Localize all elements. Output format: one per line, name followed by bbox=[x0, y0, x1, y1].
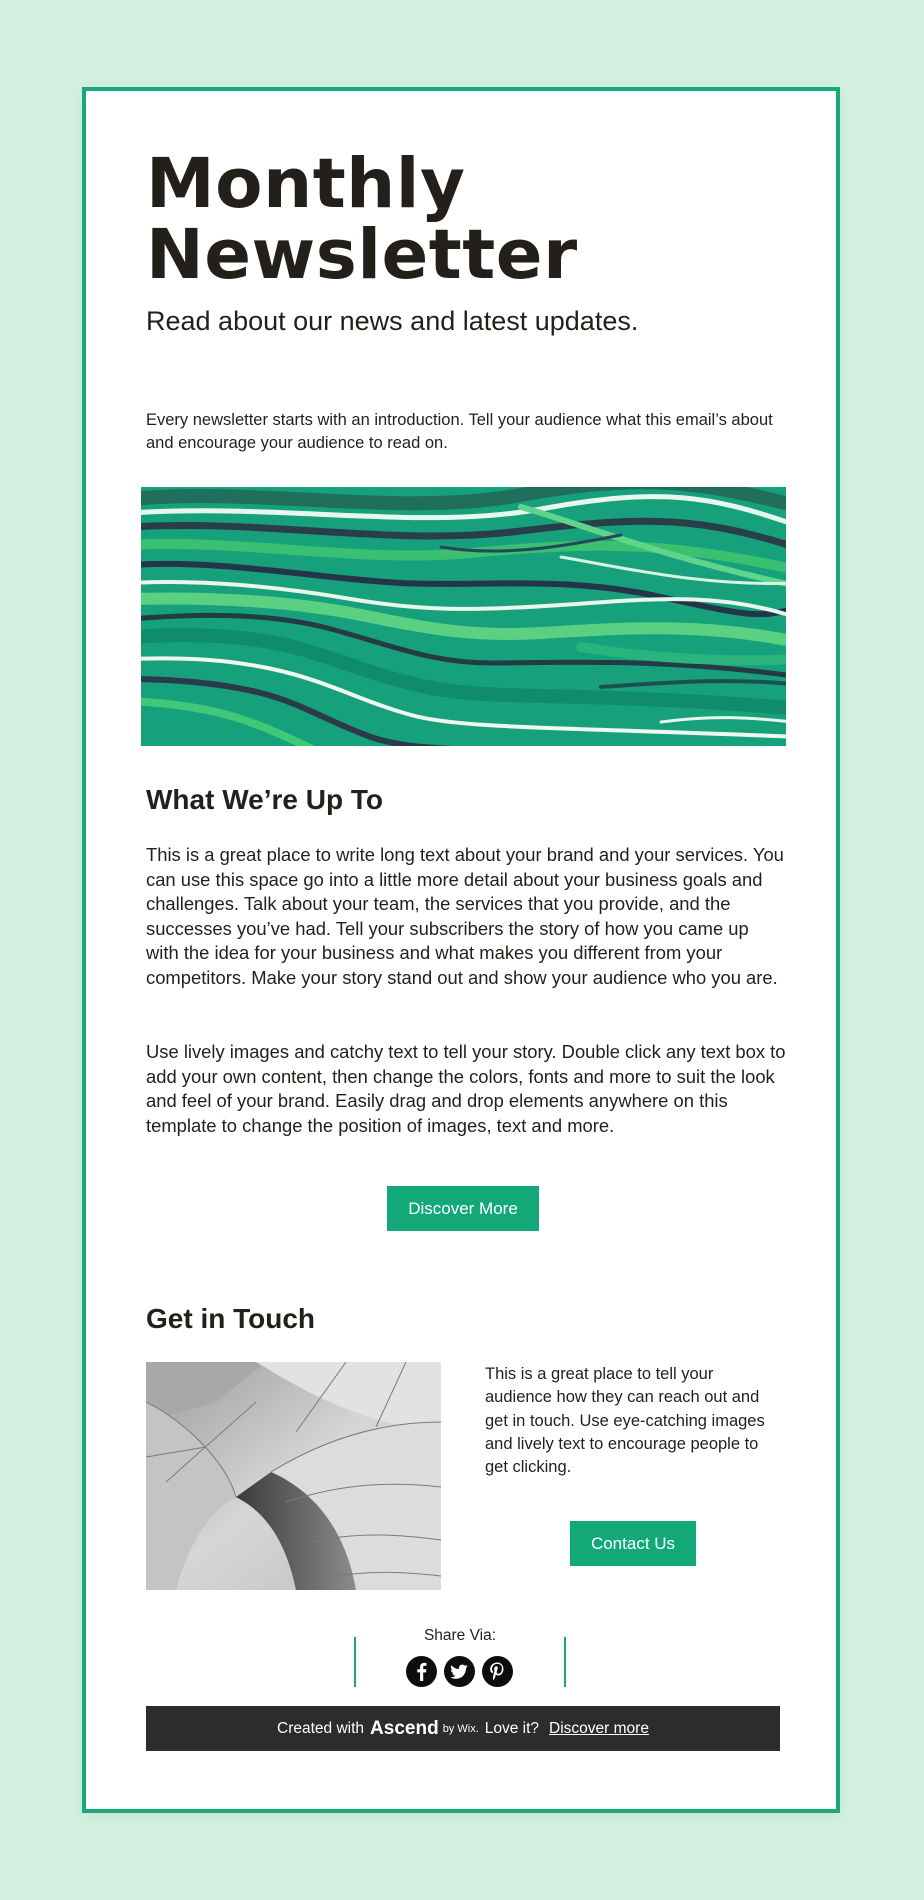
newsletter-intro: Every newsletter starts with an introduction. Tell your audience what this email’s about and encourage your audience to read on. bbox=[146, 411, 773, 452]
hero-marble-image bbox=[141, 487, 786, 746]
footer-bar bbox=[146, 1706, 780, 1751]
footer-love-it: Love it? bbox=[484, 1719, 540, 1737]
get-in-touch-text: This is a great place to tell your audience how they can reach out and get in touch. Use eye-catching images and lively text to encourage people to get clicking. bbox=[485, 1365, 765, 1477]
contact-us-button[interactable]: Contact Us bbox=[570, 1521, 696, 1566]
body-paragraph-1: This is a great place to write long text about your brand and your services. You can use this space go into a little more detail about your business goals and challenges. Talk about your team, the services that you provide, and the successes you’ve had. Tell your subscribers the story of how you came up with the idea for your business and what makes you different from your competitors. Make your story stand out and show your audience who you are. bbox=[146, 844, 784, 988]
newsletter-subtitle: Read about our news and latest updates. bbox=[146, 306, 639, 336]
pinterest-icon[interactable] bbox=[482, 1656, 513, 1687]
facebook-icon[interactable] bbox=[406, 1656, 437, 1687]
footer-brand: Ascend bbox=[370, 1717, 439, 1739]
footer-by-wix: by Wix. bbox=[442, 1722, 479, 1735]
newsletter-title: Monthly Newsletter bbox=[146, 144, 578, 295]
footer-discover-more-link[interactable]: Discover more bbox=[549, 1719, 649, 1737]
discover-more-button[interactable]: Discover More bbox=[387, 1186, 539, 1231]
newsletter-card bbox=[82, 87, 840, 1813]
body-paragraph-2: Use lively images and catchy text to tell your story. Double click any text box to add your own content, then change the colors, fonts and more to suit the look and feel of your brand. Easily drag and drop elements anywhere on this template to change the position of images, text and more. bbox=[146, 1041, 786, 1136]
footer-created-with: Created with bbox=[277, 1719, 365, 1737]
twitter-icon[interactable] bbox=[444, 1656, 475, 1687]
architecture-photo bbox=[146, 1362, 441, 1590]
section-heading-get-in-touch: Get in Touch bbox=[146, 1303, 316, 1334]
share-via-label: Share Via: bbox=[423, 1627, 497, 1644]
section-heading-up-to: What We’re Up To bbox=[146, 784, 383, 815]
social-share-icons bbox=[406, 1656, 513, 1687]
